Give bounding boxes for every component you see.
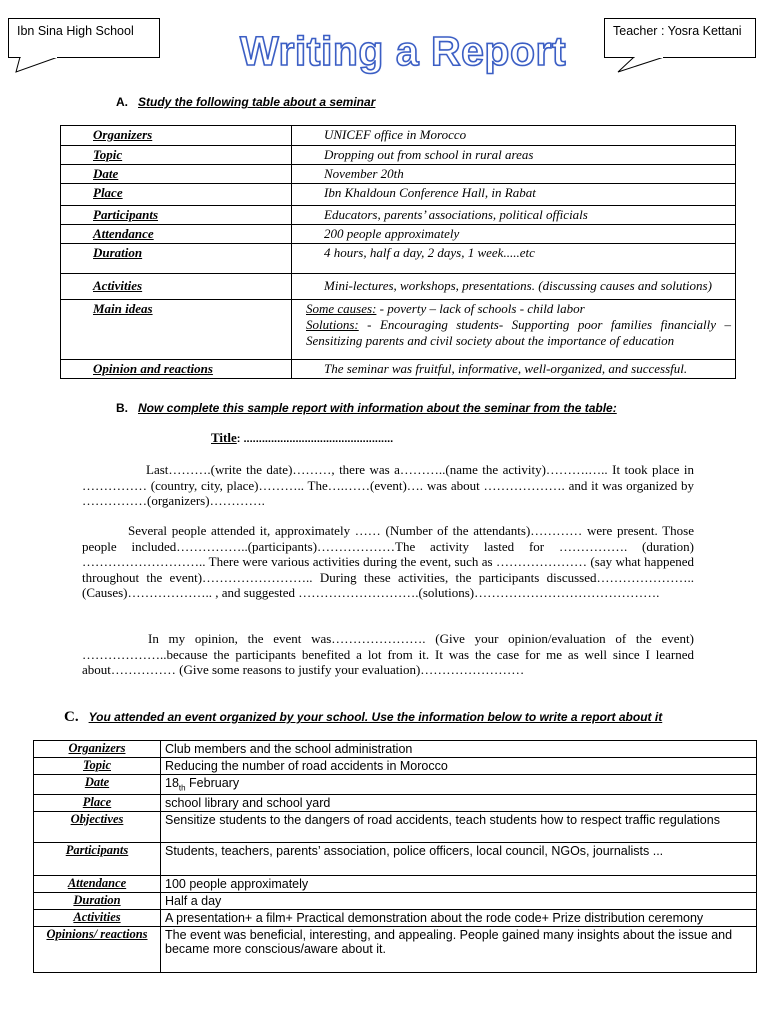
row-value: Educators, parents’ associations, political officials <box>292 206 736 225</box>
row-key: Topic <box>34 758 161 775</box>
section-b-letter: B. <box>116 401 128 415</box>
row-value: Club members and the school administration <box>161 741 757 758</box>
section-a-letter: A. <box>116 95 128 109</box>
paragraph-1-text: Last……….(write the date)………, there was a………..(name the activity)……….….. It took place in …………… (country, city, place)……….. The….……(event)…. was about ………………. and it was organized by ……………(organizers)…………. <box>82 462 694 508</box>
row-value: school library and school yard <box>161 794 757 811</box>
school-name: Ibn Sina High School <box>17 24 134 38</box>
table-row <box>34 909 757 926</box>
row-value: 100 people approximately <box>161 875 757 892</box>
row-key: Duration <box>34 892 161 909</box>
row-value: UNICEF office in Morocco <box>292 126 736 146</box>
section-a-heading <box>116 95 375 109</box>
row-key: Objectives <box>34 811 161 842</box>
main-ideas-cell <box>292 300 736 360</box>
table-row <box>34 758 757 775</box>
row-value: Mini-lectures, workshops, presentations. (discussing causes and solutions) <box>292 274 736 300</box>
row-key: Organizers <box>34 741 161 758</box>
school-event-table <box>33 740 757 973</box>
row-value: 4 hours, half a day, 2 days, 1 week.....etc <box>292 244 736 274</box>
section-b-instruction: Now complete this sample report with information about the seminar from the table: <box>138 401 617 415</box>
row-value: The seminar was fruitful, informative, well-organized, and successful. <box>292 360 736 379</box>
row-key: Topic <box>61 146 292 165</box>
table-row <box>61 244 736 274</box>
date-day: 18 <box>165 776 179 790</box>
row-value: Sensitize students to the dangers of road accidents, teach students how to respect traffic regulations <box>161 811 757 842</box>
table-row <box>34 794 757 811</box>
row-key: Date <box>61 165 292 184</box>
causes-label: Some causes: <box>306 301 377 316</box>
row-key: Opinion and reactions <box>61 360 292 379</box>
report-paragraph-1 <box>82 462 694 509</box>
solutions-label: Solutions: <box>306 317 359 332</box>
row-value <box>161 775 757 795</box>
report-paragraph-2 <box>82 523 694 601</box>
seminar-table <box>60 125 736 379</box>
paragraph-2-text: Several people attended it, approximately …… (Number of the attendants)………… were present. Those people included……………..(participants)………………The activity lasted for ……………. (duration) ……………………….. There were various activities during the event, such as ………………… (say what happened throughout the event)…………………….. During these activities, the participants discussed………………….. (Causes)……………….. , and suggested ……………………….(solutions)……………………………………. <box>82 523 694 600</box>
solutions-text: - Encouraging students- Supporting poor families financially – Sensitizing parents and civil society about the importance of education <box>306 317 731 348</box>
table-row <box>61 300 736 360</box>
school-callout <box>8 18 160 58</box>
report-paragraph-3 <box>82 631 694 678</box>
table-row <box>34 842 757 875</box>
table-row <box>61 206 736 225</box>
row-key: Place <box>61 184 292 206</box>
page-title-wrap <box>240 28 580 84</box>
section-b-heading <box>116 401 617 415</box>
row-value: November 20th <box>292 165 736 184</box>
table-row <box>34 741 757 758</box>
row-value: Students, teachers, parents’ association, police officers, local council, NGOs, journalists ... <box>161 842 757 875</box>
date-month: February <box>185 776 240 790</box>
row-key: Date <box>34 775 161 795</box>
section-c-instruction: You attended an event organized by your school. Use the information below to write a report about it <box>88 710 663 724</box>
row-value: Ibn Khaldoun Conference Hall, in Rabat <box>292 184 736 206</box>
date-suffix: th <box>178 783 186 793</box>
report-title-blank: : ................................................. <box>236 433 394 445</box>
causes-text: - poverty – lack of schools - child labor <box>376 301 585 316</box>
table-row <box>61 165 736 184</box>
table-row <box>34 892 757 909</box>
row-key: Activities <box>34 909 161 926</box>
teacher-callout <box>604 18 756 58</box>
table-row <box>34 775 757 795</box>
row-key: Participants <box>61 206 292 225</box>
paragraph-3-text: In my opinion, the event was…………………. (Give your opinion/evaluation of the event) ………………..because the participants benefited a lot from it. It was the case for me as well since I learned about…………… (Give some reasons to justify your evaluation)…………………… <box>82 631 694 677</box>
page-title: Writing a Report <box>240 28 567 74</box>
table-row <box>61 126 736 146</box>
table-row <box>34 926 757 972</box>
table-row <box>61 225 736 244</box>
row-key: Duration <box>61 244 292 274</box>
row-value: The event was beneficial, interesting, and appealing. People gained many insights about the issue and became more conscious/aware about it. <box>161 926 757 972</box>
row-key: Attendance <box>61 225 292 244</box>
row-key: Organizers <box>61 126 292 146</box>
table-row <box>61 360 736 379</box>
section-c-heading <box>64 709 662 726</box>
row-value: Reducing the number of road accidents in Morocco <box>161 758 757 775</box>
row-key: Opinions/ reactions <box>34 926 161 972</box>
table-row <box>61 184 736 206</box>
report-title-label: Title <box>211 430 237 445</box>
table-row <box>34 811 757 842</box>
row-value: 200 people approximately <box>292 225 736 244</box>
row-key: Participants <box>34 842 161 875</box>
section-c-letter: C. <box>64 709 79 725</box>
section-a-instruction: Study the following table about a seminar <box>138 95 376 109</box>
row-key: Activities <box>61 274 292 300</box>
teacher-name: Teacher : Yosra Kettani <box>613 24 742 38</box>
row-value: Dropping out from school in rural areas <box>292 146 736 165</box>
row-value: A presentation+ a film+ Practical demonstration about the rode code+ Prize distribution ceremony <box>161 909 757 926</box>
teacher-callout-tail <box>614 57 674 75</box>
table-row <box>61 146 736 165</box>
school-callout-tail <box>14 57 74 75</box>
row-key: Main ideas <box>61 300 292 360</box>
row-key: Attendance <box>34 875 161 892</box>
table-row <box>34 875 757 892</box>
row-value: Half a day <box>161 892 757 909</box>
table-row <box>61 274 736 300</box>
report-title-line <box>211 430 393 446</box>
row-key: Place <box>34 794 161 811</box>
